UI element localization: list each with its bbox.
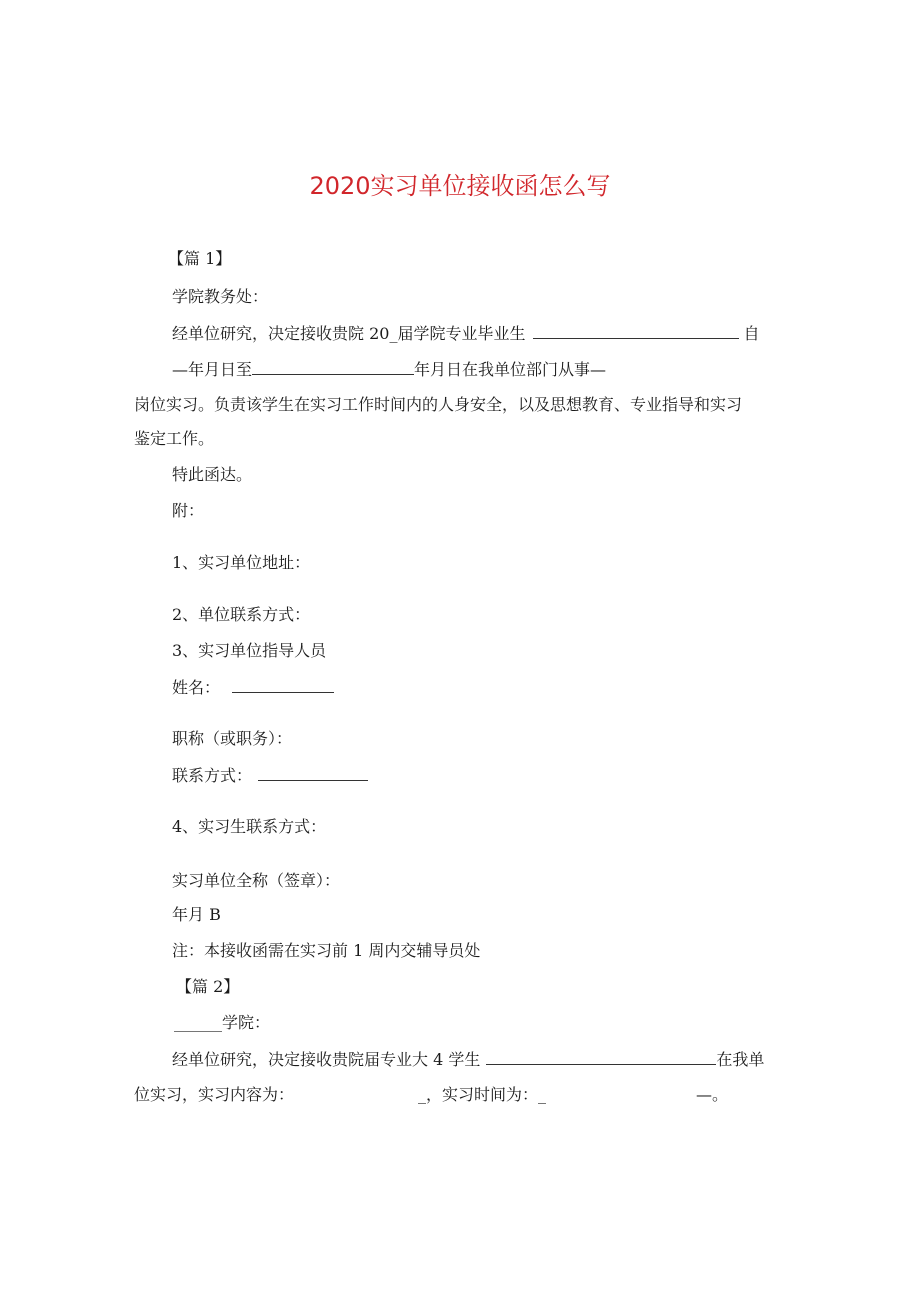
supervisor-contact-label: 联系方式： bbox=[172, 766, 253, 785]
section2-salutation bbox=[174, 1012, 270, 1034]
supervisor-contact-row bbox=[172, 764, 368, 787]
section2-salutation-text: 学院： bbox=[222, 1013, 271, 1032]
section1-attachment-label: 附： bbox=[172, 501, 205, 520]
para1-text-b: 自 bbox=[743, 324, 760, 343]
section1-salutation: 学院教务处： bbox=[172, 287, 269, 306]
section2-student-blank bbox=[486, 1048, 716, 1065]
document-title: 2020实习单位接收函怎么写 bbox=[309, 172, 611, 200]
end-date-blank bbox=[252, 358, 414, 375]
section1-para1-line3: 岗位实习。负责该学生在实习工作时间内的人身安全，以及思想教育、专业指导和实习 bbox=[134, 395, 743, 414]
section1-closing: 特此函达。 bbox=[172, 465, 253, 484]
para1-text-a: 经单位研究，决定接收贵院 20_届学院专业毕业生 bbox=[172, 324, 526, 343]
attachment-item-3: 3、实习单位指导人员 bbox=[172, 641, 327, 660]
section2-line2-text-a: 位实习，实习内容为： bbox=[134, 1085, 295, 1104]
section2-line2-text-c: —。 bbox=[696, 1085, 729, 1104]
section1-para1-line1 bbox=[172, 322, 759, 345]
supervisor-name-blank bbox=[232, 676, 334, 693]
para1-line2-text-a: —年月日至 bbox=[172, 360, 253, 379]
section2-para1-line1 bbox=[172, 1048, 764, 1071]
date-line: 年月 B bbox=[172, 905, 221, 924]
supervisor-name-row bbox=[172, 676, 334, 699]
attachment-item-1: 1、实习单位地址： bbox=[172, 553, 311, 572]
attachment-item-2: 2、单位联系方式： bbox=[172, 605, 311, 624]
college-name-blank: ______ bbox=[174, 1013, 222, 1032]
supervisor-title-label: 职称（或职务）： bbox=[172, 729, 293, 748]
section2-para1-text-b: 在我单 bbox=[716, 1050, 765, 1069]
supervisor-contact-blank bbox=[258, 764, 368, 781]
supervisor-name-label: 姓名： bbox=[172, 678, 221, 697]
section1-heading: 【篇 1】 bbox=[168, 249, 232, 268]
section1-para1-line4: 鉴定工作。 bbox=[134, 429, 215, 448]
para1-line2-text-b: 年月日在我单位部门从事— bbox=[414, 360, 607, 379]
student-name-blank bbox=[533, 322, 739, 339]
section2-line2-text-b: _，实习时间为：_ bbox=[418, 1085, 547, 1104]
section1-note: 注：本接收函需在实习前 1 周内交辅导员处 bbox=[172, 941, 481, 960]
section2-heading: 【篇 2】 bbox=[176, 977, 240, 996]
section2-para1-line2 bbox=[134, 1084, 728, 1106]
section2-para1-text-a: 经单位研究，决定接收贵院届专业大 4 学生 bbox=[172, 1050, 481, 1069]
attachment-item-4: 4、实习生联系方式： bbox=[172, 817, 327, 836]
unit-fullname-label: 实习单位全称（签章）： bbox=[172, 871, 341, 890]
section1-para1-line2 bbox=[172, 358, 606, 381]
